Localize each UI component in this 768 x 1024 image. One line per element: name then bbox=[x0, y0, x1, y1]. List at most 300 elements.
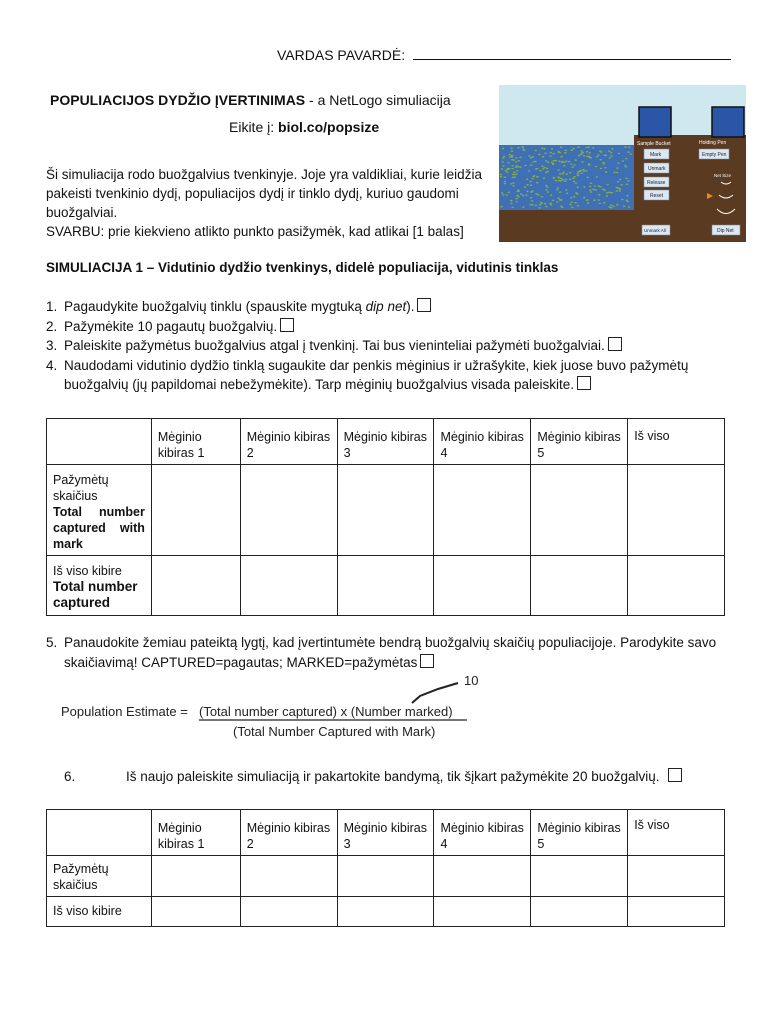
tadpole-mark bbox=[596, 156, 599, 158]
tadpole-mark bbox=[563, 165, 566, 167]
row-label-lt: Iš viso kibire bbox=[53, 564, 122, 578]
tadpole-mark bbox=[526, 191, 529, 193]
input-cell[interactable] bbox=[240, 465, 337, 556]
tadpole-mark bbox=[547, 191, 550, 193]
input-cell[interactable] bbox=[240, 897, 337, 927]
tadpole-mark bbox=[622, 160, 625, 162]
tadpole-mark bbox=[575, 182, 578, 184]
tadpole-mark bbox=[534, 150, 537, 152]
tadpole-mark bbox=[557, 169, 560, 171]
tadpole-mark bbox=[583, 186, 586, 188]
tadpole-mark bbox=[520, 193, 523, 195]
table-header-cell: Mėginio kibiras 2 bbox=[240, 810, 337, 856]
tadpole-mark bbox=[525, 194, 528, 196]
tadpole-mark bbox=[510, 203, 513, 205]
tadpole-mark bbox=[508, 191, 511, 193]
row-label: Pažymėtų skaičius bbox=[47, 856, 152, 897]
tadpole-mark bbox=[618, 188, 621, 190]
tadpole-mark bbox=[608, 150, 611, 152]
table-header-cell: Mėginio kibiras 4 bbox=[434, 810, 531, 856]
tadpole-mark bbox=[627, 201, 630, 203]
tadpole-mark bbox=[602, 162, 605, 164]
row-label-lt: Pažymėtų skaičius bbox=[53, 473, 109, 503]
tadpole-mark bbox=[545, 160, 548, 162]
tadpole-mark bbox=[589, 186, 592, 188]
tadpole-mark bbox=[535, 205, 538, 207]
step-2 bbox=[46, 317, 736, 337]
tadpole-mark bbox=[545, 185, 548, 187]
tadpole-mark bbox=[543, 167, 546, 169]
tadpole-mark bbox=[606, 195, 609, 197]
table-row bbox=[47, 856, 725, 897]
tadpole-mark bbox=[599, 159, 602, 161]
tadpole-mark bbox=[559, 173, 562, 175]
tadpole-mark bbox=[581, 161, 584, 163]
tadpole-mark bbox=[575, 192, 578, 194]
input-cell[interactable] bbox=[628, 897, 725, 927]
step-5-text: Panaudokite žemiau pateiktą lygtį, kad įvertintumėte bendrą buožgalvių skaičių populiacijoje. Parodykite savo skaičiavimą! CAPTURED=pagautas; MARKED=pažymėtas bbox=[64, 635, 717, 670]
tadpole-mark bbox=[543, 177, 546, 179]
tadpole-mark bbox=[563, 162, 566, 164]
tadpole-mark bbox=[500, 176, 503, 178]
step-1-emphasis: dip net bbox=[365, 299, 407, 314]
step-number: 6. bbox=[64, 769, 76, 784]
step-3-text: Paleiskite pažymėtus buožgalvius atgal į tvenkinį. Tai bus vieninteliai pažymėti buožgalviai. bbox=[64, 338, 605, 353]
tadpole-mark bbox=[612, 205, 615, 207]
tadpole-mark bbox=[605, 154, 608, 156]
tadpole-mark bbox=[625, 178, 628, 180]
tadpole-mark bbox=[564, 152, 567, 154]
tadpole-mark bbox=[516, 201, 519, 203]
tadpole-mark bbox=[532, 161, 535, 163]
tadpole-mark bbox=[536, 176, 539, 178]
tadpole-mark bbox=[597, 154, 600, 156]
mark-button-label: Mark bbox=[650, 152, 662, 158]
results-table-1 bbox=[46, 418, 725, 616]
tadpole-mark bbox=[600, 168, 603, 170]
handwritten-pointer-line bbox=[412, 683, 458, 703]
step-number: 4. bbox=[46, 357, 58, 373]
tadpole-mark bbox=[501, 168, 504, 170]
table-header-cell: Iš viso bbox=[628, 419, 725, 465]
input-cell[interactable] bbox=[434, 897, 531, 927]
tadpole-mark bbox=[594, 185, 597, 187]
input-cell[interactable] bbox=[151, 556, 240, 616]
tadpole-mark bbox=[515, 157, 518, 159]
tadpole-mark bbox=[517, 147, 520, 149]
tadpole-mark bbox=[522, 206, 525, 208]
tadpole-mark bbox=[538, 154, 541, 156]
row-label: Iš viso kibire bbox=[47, 897, 152, 927]
tadpole-mark bbox=[516, 173, 519, 175]
tadpole-mark bbox=[573, 164, 576, 166]
netlogo-simulation-image bbox=[499, 85, 746, 242]
tadpole-mark bbox=[557, 176, 560, 178]
tadpole-mark bbox=[628, 206, 631, 208]
tadpole-mark bbox=[568, 161, 571, 163]
input-cell[interactable] bbox=[531, 897, 628, 927]
tadpole-mark bbox=[560, 156, 563, 158]
tadpole-mark bbox=[550, 204, 553, 206]
step-1 bbox=[46, 297, 736, 317]
tadpole-mark bbox=[586, 177, 589, 179]
table-header-cell: Mėginio kibiras 1 bbox=[151, 810, 240, 856]
tadpole-mark bbox=[522, 195, 525, 197]
tadpole-mark bbox=[522, 146, 525, 148]
tadpole-mark bbox=[524, 165, 527, 167]
tadpole-mark bbox=[502, 157, 505, 159]
tadpole-mark bbox=[504, 177, 507, 179]
tadpole-mark bbox=[515, 161, 518, 163]
tadpole-mark bbox=[582, 169, 585, 171]
tadpole-mark bbox=[609, 192, 612, 194]
tadpole-mark bbox=[569, 204, 572, 206]
step-4-checkbox[interactable] bbox=[577, 376, 591, 390]
tadpole-mark bbox=[619, 179, 622, 181]
step-6-text: Iš naujo paleiskite simuliaciją ir pakartokite bandymą, tik šįkart pažymėkite 20 buožgalvių. bbox=[126, 769, 660, 784]
tadpole-mark bbox=[590, 183, 593, 185]
row-label bbox=[47, 556, 152, 616]
table-header-cell: Mėginio kibiras 2 bbox=[240, 419, 337, 465]
step-number: 5. bbox=[46, 635, 58, 650]
tadpole-mark bbox=[627, 151, 630, 153]
tadpole-mark bbox=[587, 146, 590, 148]
intro-line-1: Ši simuliacija rodo buožgalvius tvenkinyje. Joje yra valdikliai, kurie leidžia pakeisti tvenkinio dydį, populiacijos dydį ir tinklo dydį, kuriuo gaudomi buožgalviai. bbox=[46, 167, 482, 220]
step-3-checkbox[interactable] bbox=[608, 337, 622, 351]
tadpole-mark bbox=[616, 172, 619, 174]
empty-pen-label: Empty Pen bbox=[702, 152, 727, 158]
input-cell[interactable] bbox=[240, 556, 337, 616]
input-cell[interactable] bbox=[151, 465, 240, 556]
tadpole-mark bbox=[549, 155, 552, 157]
tadpole-mark bbox=[512, 176, 515, 178]
input-cell[interactable] bbox=[337, 897, 434, 927]
tadpole-mark bbox=[627, 180, 630, 182]
tadpole-mark bbox=[562, 179, 565, 181]
tadpole-mark bbox=[583, 155, 586, 157]
tadpole-mark bbox=[535, 193, 538, 195]
tadpole-mark bbox=[570, 197, 573, 199]
tadpole-mark bbox=[630, 153, 633, 155]
tadpole-mark bbox=[503, 156, 506, 158]
tadpole-mark bbox=[621, 199, 624, 201]
tadpole-mark bbox=[518, 160, 521, 162]
step-6 bbox=[64, 768, 682, 784]
tadpole-mark bbox=[572, 178, 575, 180]
table-header-row bbox=[47, 419, 725, 465]
tadpole-mark bbox=[596, 176, 599, 178]
tadpole-mark bbox=[510, 183, 513, 185]
tadpole-mark bbox=[510, 200, 513, 202]
formula-numerator: (Total number captured) x (Number marked) bbox=[199, 704, 453, 719]
tadpole-mark bbox=[580, 170, 583, 172]
tadpole-mark bbox=[560, 205, 563, 207]
document-title bbox=[50, 92, 451, 108]
tadpole-mark bbox=[562, 172, 565, 174]
step-1-text-end: ). bbox=[406, 299, 415, 314]
goto-line bbox=[229, 119, 379, 135]
tadpole-mark bbox=[547, 162, 550, 164]
tadpole-mark bbox=[539, 204, 542, 206]
tadpole-mark bbox=[509, 156, 512, 158]
goto-link[interactable]: biol.co/popsize bbox=[278, 119, 380, 135]
input-cell[interactable] bbox=[434, 556, 531, 616]
tadpole-mark bbox=[549, 203, 552, 205]
tadpole-mark bbox=[565, 179, 568, 181]
sim-pond bbox=[499, 145, 634, 210]
step-2-checkbox[interactable] bbox=[280, 318, 294, 332]
tadpole-mark bbox=[556, 201, 559, 203]
tadpole-mark bbox=[610, 155, 613, 157]
tadpole-mark bbox=[626, 195, 629, 197]
tadpole-mark bbox=[571, 149, 574, 151]
tadpole-mark bbox=[577, 175, 580, 177]
tadpole-mark bbox=[580, 173, 583, 175]
tadpole-mark bbox=[589, 189, 592, 191]
tadpole-mark bbox=[583, 197, 586, 199]
tadpole-mark bbox=[530, 185, 533, 187]
tadpole-mark bbox=[577, 146, 580, 148]
tadpole-mark bbox=[610, 152, 613, 154]
tadpole-mark bbox=[557, 197, 560, 199]
tadpole-mark bbox=[515, 165, 518, 167]
tadpole-mark bbox=[506, 171, 509, 173]
tadpole-mark bbox=[512, 185, 515, 187]
table-header-cell: Mėginio kibiras 5 bbox=[531, 419, 628, 465]
input-cell[interactable] bbox=[337, 856, 434, 897]
tadpole-mark bbox=[616, 204, 619, 206]
tadpole-mark bbox=[628, 147, 631, 149]
tadpole-mark bbox=[593, 199, 596, 201]
tadpole-mark bbox=[604, 167, 607, 169]
tadpole-mark bbox=[505, 194, 508, 196]
tadpole-mark bbox=[556, 187, 559, 189]
tadpole-mark bbox=[553, 153, 556, 155]
tadpole-mark bbox=[570, 202, 573, 204]
tadpole-mark bbox=[515, 198, 518, 200]
table-header-cell: Iš viso bbox=[628, 810, 725, 856]
tadpole-mark bbox=[530, 204, 533, 206]
tadpole-mark bbox=[573, 181, 576, 183]
unmark-button-label: Unmark bbox=[648, 166, 666, 172]
tadpole-mark bbox=[624, 165, 627, 167]
step-number: 1. bbox=[46, 299, 58, 314]
input-cell[interactable] bbox=[531, 465, 628, 556]
tadpole-mark bbox=[606, 184, 609, 186]
input-cell[interactable] bbox=[151, 897, 240, 927]
tadpole-mark bbox=[598, 199, 601, 201]
table-header-cell: Mėginio kibiras 1 bbox=[151, 419, 240, 465]
tadpole-mark bbox=[615, 187, 618, 189]
tadpole-mark bbox=[561, 162, 564, 164]
input-cell[interactable] bbox=[240, 856, 337, 897]
tadpole-mark bbox=[580, 154, 583, 156]
sample-bucket-label: Sample Bucket bbox=[637, 141, 671, 147]
formula-lhs: Population Estimate = bbox=[61, 704, 188, 719]
tadpole-mark bbox=[571, 166, 574, 168]
tadpole-mark bbox=[602, 189, 605, 191]
table-corner-cell bbox=[47, 419, 152, 465]
tadpole-mark bbox=[578, 155, 581, 157]
table-header-cell: Mėginio kibiras 3 bbox=[337, 810, 434, 856]
tadpole-mark bbox=[519, 156, 522, 158]
tadpole-mark bbox=[555, 160, 558, 162]
tadpole-mark bbox=[510, 148, 513, 150]
tadpole-mark bbox=[512, 174, 515, 176]
tadpole-mark bbox=[605, 171, 608, 173]
tadpole-mark bbox=[598, 194, 601, 196]
tadpole-mark bbox=[625, 158, 628, 160]
results-table-2 bbox=[46, 809, 725, 927]
tadpole-mark bbox=[570, 163, 573, 165]
input-cell[interactable] bbox=[337, 465, 434, 556]
step-4 bbox=[46, 356, 736, 395]
input-cell[interactable] bbox=[628, 856, 725, 897]
tadpole-mark bbox=[528, 155, 531, 157]
tadpole-mark bbox=[516, 170, 519, 172]
tadpole-mark bbox=[541, 203, 544, 205]
tadpole-mark bbox=[508, 154, 511, 156]
tadpole-mark bbox=[531, 200, 534, 202]
tadpole-mark bbox=[544, 153, 547, 155]
tadpole-mark bbox=[511, 207, 514, 209]
tadpole-mark bbox=[566, 173, 569, 175]
tadpole-mark bbox=[504, 183, 507, 185]
input-cell[interactable] bbox=[531, 556, 628, 616]
tadpole-mark bbox=[592, 189, 595, 191]
row-label bbox=[47, 465, 152, 556]
sample-bucket-icon bbox=[639, 107, 671, 137]
step-6-checkbox[interactable] bbox=[668, 768, 682, 782]
tadpole-mark bbox=[524, 186, 527, 188]
step-5-checkbox[interactable] bbox=[420, 654, 434, 668]
release-button-label: Release bbox=[647, 180, 666, 186]
formula-denominator: (Total Number Captured with Mark) bbox=[233, 724, 436, 739]
tadpole-mark bbox=[561, 173, 564, 175]
input-cell[interactable] bbox=[628, 556, 725, 616]
input-cell[interactable] bbox=[531, 856, 628, 897]
step-2-text: Pažymėkite 10 pagautų buožgalvių. bbox=[64, 318, 278, 334]
tadpole-mark bbox=[502, 161, 505, 163]
name-blank-line[interactable] bbox=[413, 47, 731, 60]
input-cell[interactable] bbox=[434, 856, 531, 897]
table-row bbox=[47, 465, 725, 556]
tadpole-mark bbox=[544, 203, 547, 205]
table-header-cell: Mėginio kibiras 5 bbox=[531, 810, 628, 856]
holding-pen-icon bbox=[712, 107, 744, 137]
tadpole-mark bbox=[595, 189, 598, 191]
tadpole-mark bbox=[610, 204, 613, 206]
holding-pen-label: Holding Pen bbox=[699, 140, 727, 146]
tadpole-mark bbox=[588, 164, 591, 166]
tadpole-mark bbox=[600, 151, 603, 153]
tadpole-mark bbox=[618, 153, 621, 155]
tadpole-mark bbox=[532, 178, 535, 180]
tadpole-mark bbox=[586, 151, 589, 153]
tadpole-mark bbox=[555, 180, 558, 182]
tadpole-mark bbox=[590, 157, 593, 159]
intro-paragraph bbox=[46, 165, 486, 241]
step-1-text: Pagaudykite buožgalvių tinklu (spauskite mygtuką bbox=[64, 299, 366, 314]
tadpole-mark bbox=[574, 202, 577, 204]
tadpole-mark bbox=[517, 196, 520, 198]
tadpole-mark bbox=[572, 148, 575, 150]
tadpole-mark bbox=[538, 207, 541, 209]
tadpole-mark bbox=[571, 207, 574, 209]
tadpole-mark bbox=[558, 160, 561, 162]
tadpole-mark bbox=[502, 194, 505, 196]
tadpole-mark bbox=[626, 183, 629, 185]
tadpole-mark bbox=[516, 195, 519, 197]
tadpole-mark bbox=[526, 178, 529, 180]
tadpole-mark bbox=[546, 171, 549, 173]
tadpole-mark bbox=[617, 181, 620, 183]
tadpole-mark bbox=[501, 192, 504, 194]
tadpole-mark bbox=[583, 170, 586, 172]
tadpole-mark bbox=[590, 191, 593, 193]
tadpole-mark bbox=[606, 192, 609, 194]
tadpole-mark bbox=[531, 190, 534, 192]
name-line bbox=[277, 47, 731, 63]
tadpole-mark bbox=[558, 152, 561, 154]
tadpole-mark bbox=[502, 165, 505, 167]
tadpole-mark bbox=[511, 165, 514, 167]
tadpole-mark bbox=[528, 170, 531, 172]
tadpole-mark bbox=[550, 194, 553, 196]
tadpole-mark bbox=[573, 176, 576, 178]
simulation-1-heading: SIMULIACIJA 1 – Vidutinio dydžio tvenkinys, didelė populiacija, vidutinis tinklas bbox=[46, 260, 559, 275]
tadpole-mark bbox=[587, 202, 590, 204]
tadpole-mark bbox=[618, 190, 621, 192]
tadpole-mark bbox=[542, 156, 545, 158]
step-1-checkbox[interactable] bbox=[417, 298, 431, 312]
tadpole-mark bbox=[526, 184, 529, 186]
step-4-text: Naudodami vidutinio dydžio tinklą sugaukite dar penkis mėginius ir užrašykite, kiek juose buvo pažymėtų buožgalvių (jų papildomai nebežymėkite). Tarp mėginių buožgalvius visada paleiskite. bbox=[64, 357, 689, 392]
table-header-cell: Mėginio kibiras 4 bbox=[434, 419, 531, 465]
tadpole-mark bbox=[546, 168, 549, 170]
tadpole-mark bbox=[559, 191, 562, 193]
tadpole-mark bbox=[564, 149, 567, 151]
step-number: 3. bbox=[46, 338, 58, 353]
tadpole-mark bbox=[620, 184, 623, 186]
table-corner-cell bbox=[47, 810, 152, 856]
tadpole-mark bbox=[615, 190, 618, 192]
tadpole-mark bbox=[529, 181, 532, 183]
step-3 bbox=[46, 336, 736, 356]
input-cell[interactable] bbox=[151, 856, 240, 897]
dip-net-label: Dip Net bbox=[717, 228, 734, 234]
tadpole-mark bbox=[560, 199, 563, 201]
input-cell[interactable] bbox=[337, 556, 434, 616]
input-cell[interactable] bbox=[434, 465, 531, 556]
tadpole-mark bbox=[623, 205, 626, 207]
tadpole-mark bbox=[576, 173, 579, 175]
step-5 bbox=[46, 633, 736, 672]
tadpole-mark bbox=[517, 189, 520, 191]
tadpole-mark bbox=[611, 148, 614, 150]
tadpole-mark bbox=[550, 152, 553, 154]
tadpole-mark bbox=[564, 180, 567, 182]
tadpole-mark bbox=[580, 150, 583, 152]
tadpole-mark bbox=[543, 148, 546, 150]
tadpole-mark bbox=[569, 178, 572, 180]
tadpole-mark bbox=[539, 170, 542, 172]
input-cell[interactable] bbox=[628, 465, 725, 556]
tadpole-mark bbox=[577, 205, 580, 207]
name-label: VARDAS PAVARDĖ: bbox=[277, 47, 409, 63]
handwritten-annotation: 10 bbox=[464, 673, 479, 688]
tadpole-mark bbox=[574, 159, 577, 161]
